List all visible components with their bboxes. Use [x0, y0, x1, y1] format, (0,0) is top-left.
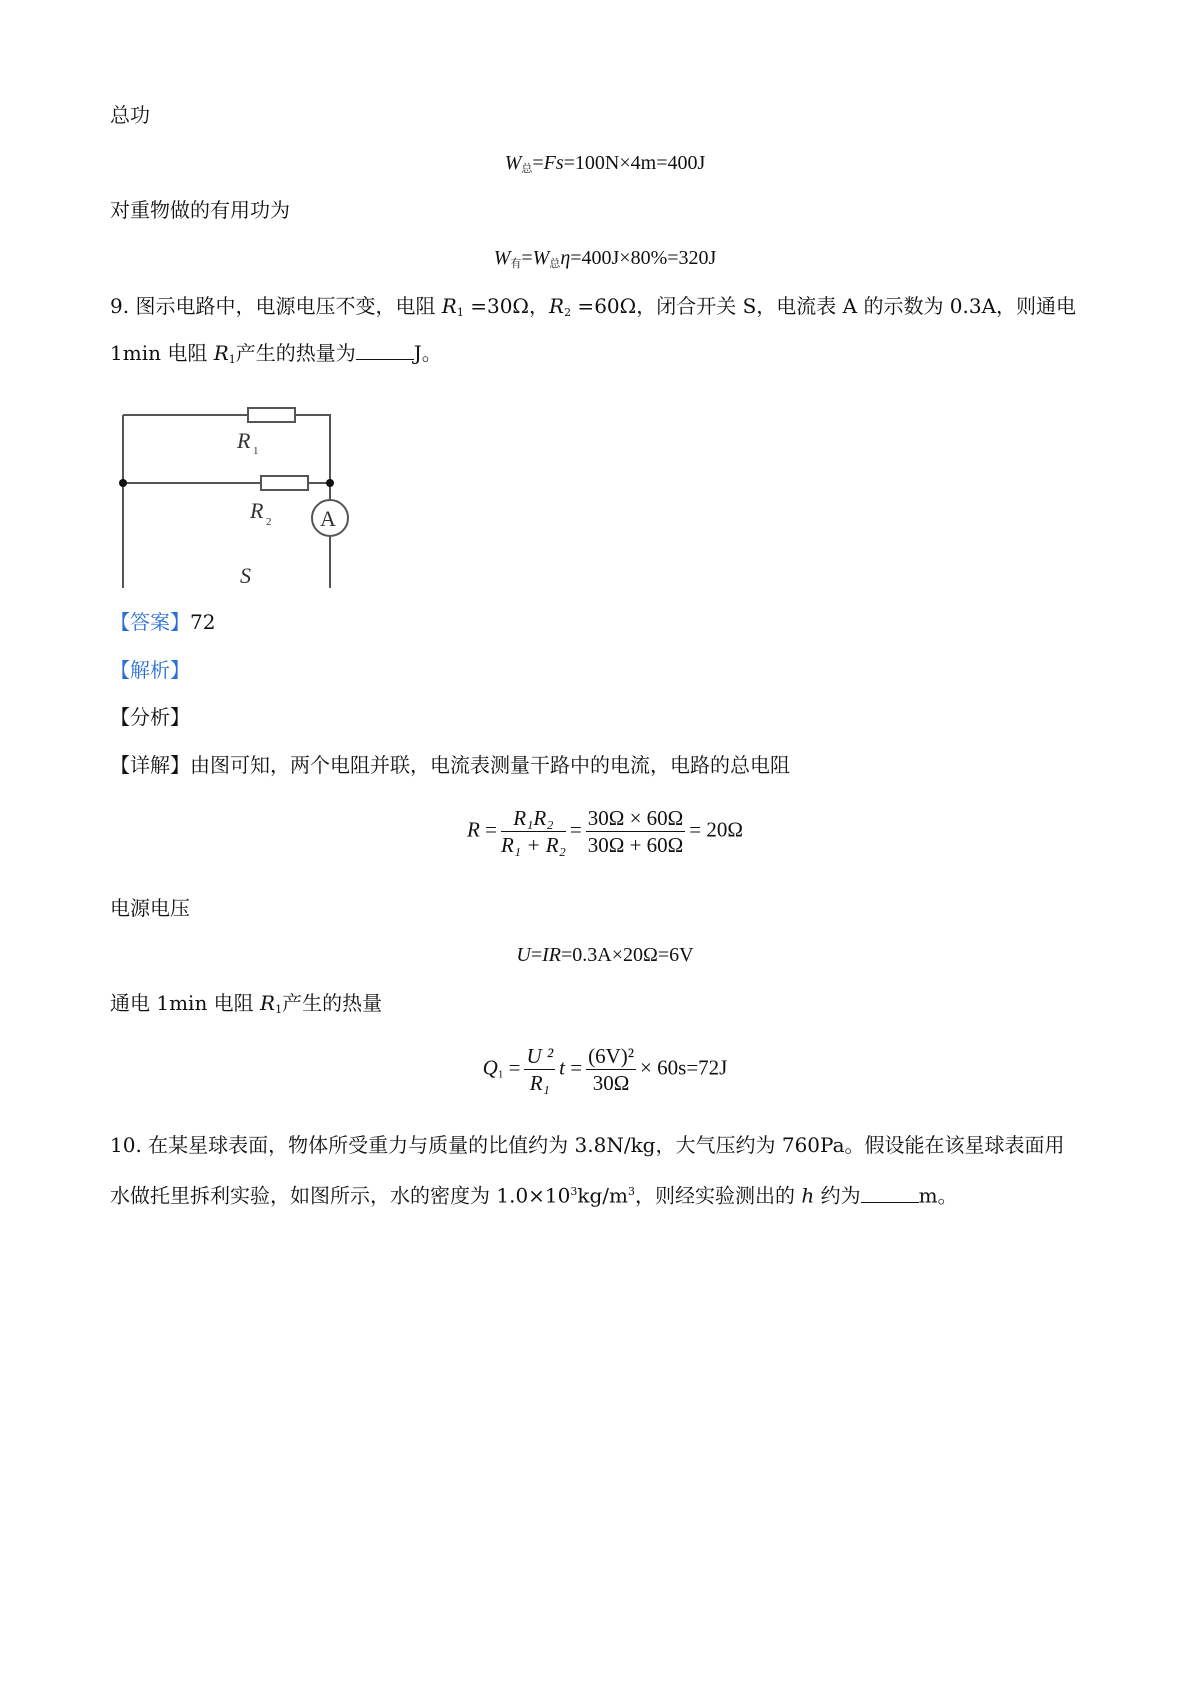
total-work-label: 总功	[110, 103, 150, 127]
heat-label: 通电 1min 电阻 $R_1$产生的热量	[110, 991, 383, 1016]
useful-work-label: 对重物做的有用功为	[110, 198, 290, 222]
formula-voltage: U=IR=0.3A×20Ω=6V	[516, 944, 694, 966]
label-r2-sub: 2	[266, 516, 272, 528]
answer-blank-10	[861, 1184, 919, 1203]
useful-work-formula: $W_有=W_总\eta=400J\times 80\%=320J$	[493, 247, 717, 270]
question-10-line-2: 水做托里拆利实验，如图所示，水的密度为 $1.0\times 10^3kg/m^3$，则经实验测出的 h 约为 m。	[110, 1183, 958, 1208]
question-10-line-1: 10. 在某星球表面，物体所受重力与质量的比值约为 3.8N/kg，大气压约为 760Pa。假设能在该星球表面用	[110, 1133, 1065, 1157]
label-r2: R	[250, 498, 264, 523]
detail-line: 【详解】由图可知，两个电阻并联，电流表测量干路中的电流，电路的总电阻	[110, 753, 790, 777]
label-r1: R	[237, 428, 251, 453]
answer-blank	[356, 341, 414, 360]
voltage-label: 电源电压	[110, 896, 190, 920]
resistor-r2	[261, 476, 308, 490]
analysis-label: 【解析】	[110, 658, 190, 682]
total-work-formula: $W_总=Fs=100N\times 4m=400J$	[504, 152, 706, 175]
label-r1-sub: 1	[253, 445, 259, 457]
question-9-line-2: 1min 电阻 $R_1$产生的热量为 J。	[110, 341, 442, 366]
resistor-r1	[248, 408, 295, 422]
circuit-diagram	[115, 398, 375, 588]
answer-line: 【答案】72	[110, 610, 216, 634]
label-switch: S	[240, 563, 251, 588]
fenxi-label: 【分析】	[110, 705, 190, 729]
formula-total-resistance: R = $\frac{\text{R₁R₂}}{\text{R₁ + R₂}}$ = $\frac{30\Omega \times 60\Omega}{30\Omega + 60\Omega}$ = 20Ω	[467, 806, 743, 857]
formula-heat: $Q_1$ = $\frac{\text{U ²}}{\text{R₁}}$ t = $\frac{\text{(6V)²}}{30\Omega}$ × 60s=72J	[482, 1044, 728, 1095]
label-ammeter: A	[320, 506, 336, 531]
question-9-line-1: 9. 图示电路中，电源电压不变，电阻 $R_1 =30\Omega$，$R_2 =60\Omega$，闭合开关 S，电流表 A 的示数为 0.3A，则通电	[110, 294, 1077, 319]
